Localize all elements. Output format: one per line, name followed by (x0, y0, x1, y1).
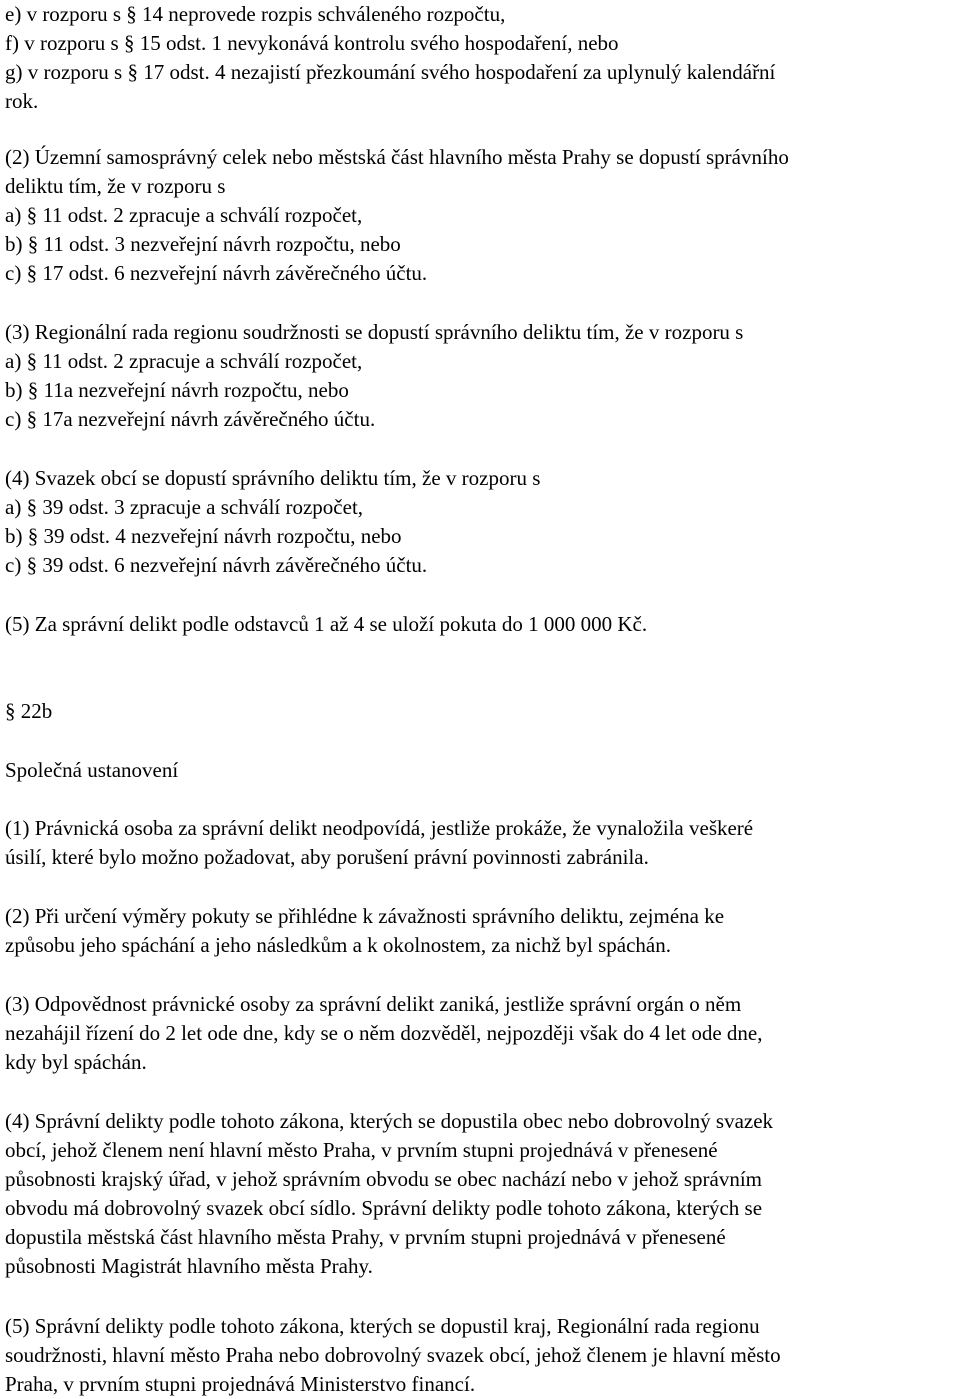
paragraph-2 (5, 143, 789, 288)
list-item: a) § 11 odst. 2 zpracuje a schválí rozpočet, (5, 203, 363, 227)
common-paragraph-3 (5, 990, 763, 1077)
paragraph-3 (5, 318, 743, 434)
list-item: b) § 11 odst. 3 nezveřejní návrh rozpočtu, nebo (5, 232, 401, 256)
section-title: Společná ustanovení (5, 758, 179, 782)
paragraph-text: (2) Při určení výměry pokuty se přihlédne k závažnosti správního deliktu, zejména ke (5, 904, 725, 928)
paragraph-text: Praha, v prvním stupni projednává Ministerstvo financí. (5, 1372, 476, 1396)
common-paragraph-5 (5, 1312, 781, 1399)
list-item: a) § 39 odst. 3 zpracuje a schválí rozpočet, (5, 495, 364, 519)
paragraph-text: působnosti krajský úřad, v jehož správním obvodu se obec nachází nebo v jehož správním (5, 1167, 762, 1191)
paragraph-text: úsilí, které bylo možno požadovat, aby porušení právní povinnosti zabránila. (5, 845, 649, 869)
paragraph-text: soudržnosti, hlavní město Praha nebo dobrovolný svazek obcí, jehož členem je hlavní město (5, 1343, 781, 1367)
paragraph-text: nezahájil řízení do 2 let ode dne, kdy se o něm dozvěděl, nejpozději však do 4 let ode dne, (5, 1021, 763, 1045)
paragraph-text: (5) Správní delikty podle tohoto zákona, kterých se dopustil kraj, Regionální rada regionu (5, 1314, 760, 1338)
list-item: b) § 39 odst. 4 nezveřejní návrh rozpočtu, nebo (5, 524, 402, 548)
paragraph-text: obcí, jehož členem není hlavní město Praha, v prvním stupni projednává v přenesené (5, 1138, 718, 1162)
list-item: c) § 17 odst. 6 nezveřejní návrh závěrečného účtu. (5, 261, 428, 285)
paragraph-text: (4) Správní delikty podle tohoto zákona, kterých se dopustila obec nebo dobrovolný svazek (5, 1109, 774, 1133)
paragraph-text: deliktu tím, že v rozporu s (5, 174, 226, 198)
list-item: rok. (5, 89, 39, 113)
paragraph-text: (4) Svazek obcí se dopustí správního deliktu tím, že v rozporu s (5, 466, 541, 490)
list-item: a) § 11 odst. 2 zpracuje a schválí rozpočet, (5, 349, 363, 373)
common-paragraph-2 (5, 902, 724, 960)
paragraph-text: (5) Za správní delikt podle odstavců 1 až 4 se uloží pokuta do 1 000 000 Kč. (5, 612, 648, 636)
common-paragraph-4 (5, 1107, 773, 1281)
paragraph-4 (5, 464, 540, 580)
list-item: g) v rozporu s § 17 odst. 4 nezajistí přezkoumání svého hospodaření za uplynulý kalendářní (5, 60, 776, 84)
paragraph-text: dopustila městská část hlavního města Prahy, v prvním stupni projednává v přenesené (5, 1225, 726, 1249)
intro-block (5, 0, 775, 116)
paragraph-text: kdy byl spáchán. (5, 1050, 147, 1074)
section-number: § 22b (5, 699, 53, 723)
paragraph-text: působnosti Magistrát hlavního města Prahy. (5, 1254, 373, 1278)
paragraph-text: způsobu jeho spáchání a jeho následkům a k okolnostem, za nichž byl spáchán. (5, 933, 671, 957)
list-item: b) § 11a nezveřejní návrh rozpočtu, nebo (5, 378, 349, 402)
common-paragraph-1 (5, 814, 753, 872)
paragraph-text: (3) Regionální rada regionu soudržnosti se dopustí správního deliktu tím, že v rozporu s (5, 320, 744, 344)
paragraph-text: (1) Právnická osoba za správní delikt neodpovídá, jestliže prokáže, že vynaložila veškeré (5, 816, 754, 840)
list-item: c) § 17a nezveřejní návrh závěrečného účtu. (5, 407, 376, 431)
paragraph-text: (2) Územní samosprávný celek nebo městská část hlavního města Prahy se dopustí správního (5, 145, 789, 169)
list-item: c) § 39 odst. 6 nezveřejní návrh závěrečného účtu. (5, 553, 428, 577)
list-item: f) v rozporu s § 15 odst. 1 nevykonává kontrolu svého hospodaření, nebo (5, 31, 619, 55)
list-item: e) v rozporu s § 14 neprovede rozpis schváleného rozpočtu, (5, 2, 506, 26)
paragraph-text: (3) Odpovědnost právnické osoby za správní delikt zaniká, jestliže správní orgán o něm (5, 992, 742, 1016)
paragraph-5 (5, 610, 647, 639)
paragraph-text: obvodu má dobrovolný svazek obcí sídlo. Správní delikty podle tohoto zákona, kterých se (5, 1196, 763, 1220)
